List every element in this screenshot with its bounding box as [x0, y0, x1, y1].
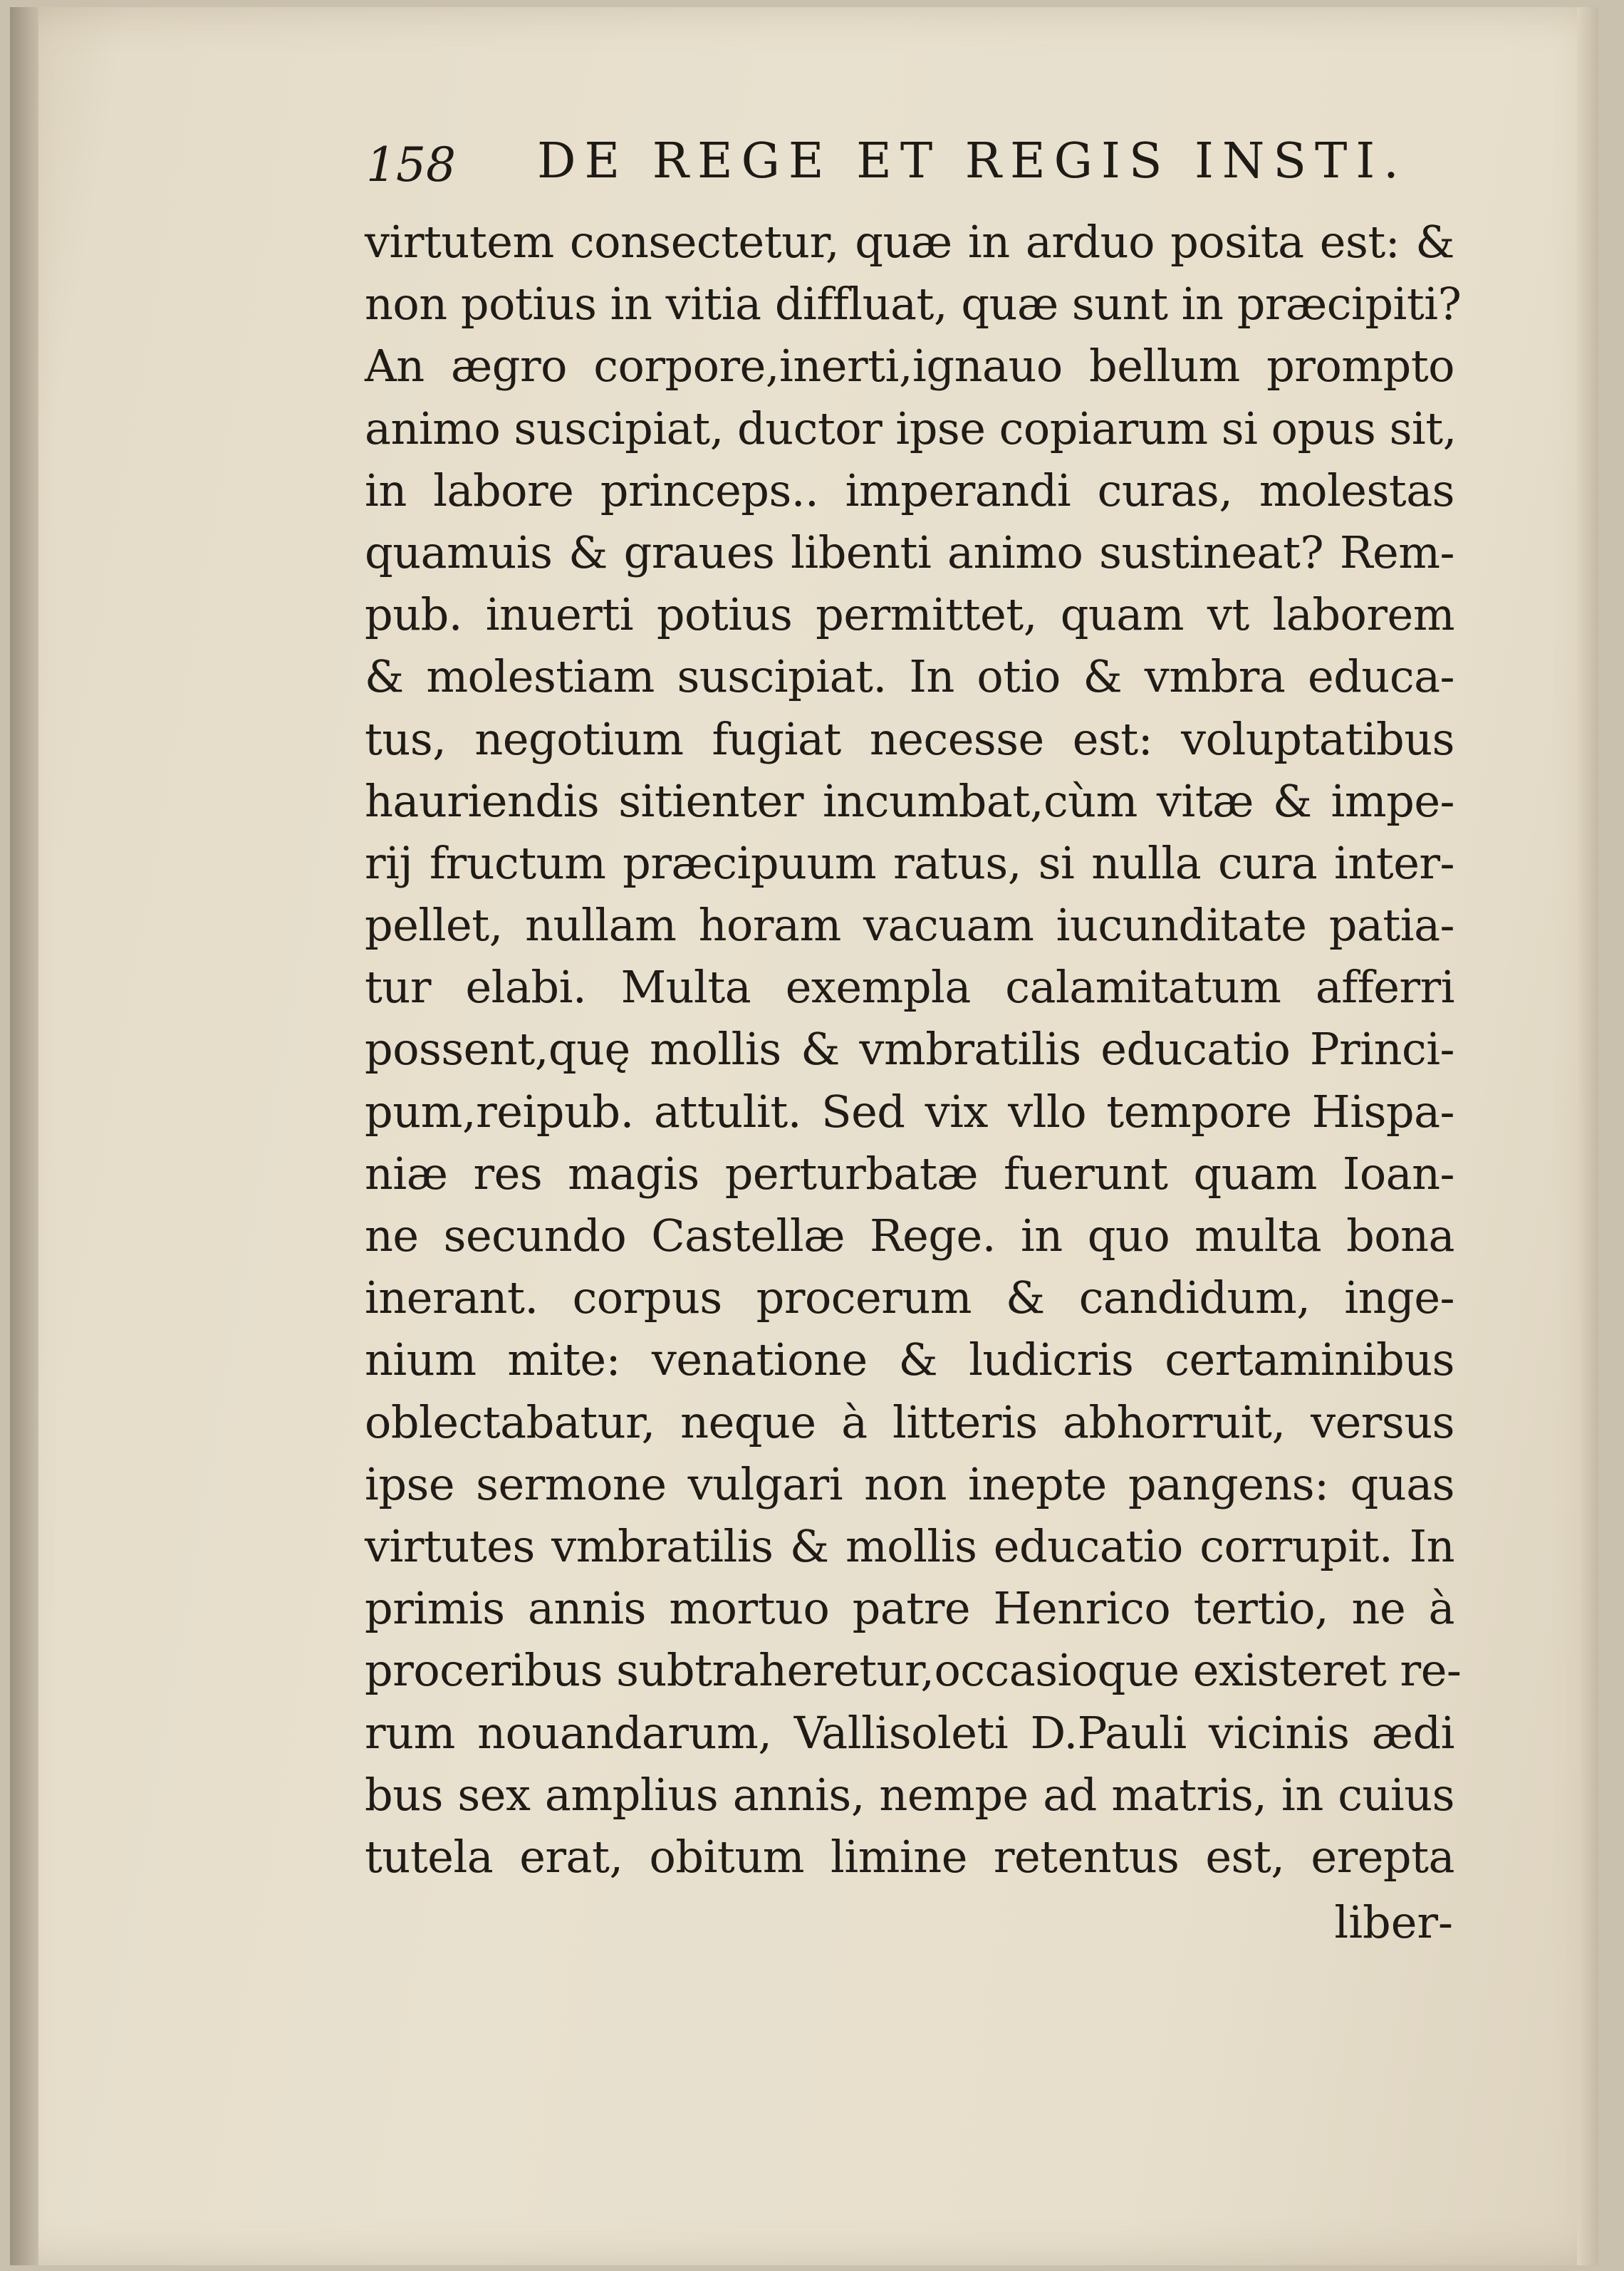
text-line: non potius in vitia diffluat, quæ sunt in præcipiti?: [365, 278, 1462, 331]
text-line: An ægro corpore,inerti,ignauo bellum prompto: [365, 340, 1454, 393]
text-line: hauriendis sitienter incumbat,cùm vitæ & impe-: [365, 774, 1454, 827]
text-line: in labore princeps.. imperandi curas, molestas: [365, 464, 1454, 516]
text-line: niæ res magis perturbatæ fuerunt quam Ioan-: [365, 1147, 1454, 1200]
text-line: virtutes vmbratilis & mollis educatio corrupit. In: [365, 1519, 1454, 1572]
text-line: primis annis mortuo patre Henrico tertio, ne à: [365, 1582, 1454, 1635]
text-line: & molestiam suscipiat. In otio & vmbra educa-: [365, 650, 1454, 703]
page-header: [366, 132, 1442, 203]
text-line: ne secundo Castellæ Rege. in quo multa bona: [365, 1210, 1454, 1262]
catchword-text: liber-: [1334, 1896, 1453, 1949]
binding-gutter: [10, 7, 38, 2265]
page-number: 158: [366, 137, 456, 192]
text-line: nium mite: venatione & ludicris certaminibus: [365, 1334, 1454, 1386]
text-line: pellet, nullam horam vacuam iucunditate patia-: [365, 899, 1454, 952]
text-line: proceribus subtraheretur,occasioque existeret re-: [365, 1644, 1462, 1697]
text-line: animo suscipiat, ductor ipse copiarum si opus sit,: [365, 402, 1457, 454]
text-line: tur elabi. Multa exempla calamitatum afferri: [365, 961, 1454, 1014]
text-line: pum,reipub. attulit. Sed vix vllo tempore Hispa-: [365, 1085, 1454, 1138]
text-line: possent,quę mollis & vmbratilis educatio Princi-: [365, 1023, 1454, 1076]
text-line: rum nouandarum, Vallisoleti D.Pauli vicinis ædi: [365, 1706, 1454, 1759]
text-line: inerant. corpus procerum & candidum, inge-: [365, 1272, 1454, 1324]
text-line: bus sex amplius annis, nempe ad matris, in cuius: [365, 1768, 1454, 1821]
text-line: virtutem consectetur, quæ in arduo posita est: &: [365, 216, 1454, 268]
body-text: [365, 211, 1462, 1888]
text-line: ipse sermone vulgari non inepte pangens: quas: [365, 1457, 1454, 1510]
running-title: DE REGE ET REGIS INSTI.: [537, 133, 1407, 189]
text-line: tus, negotium fugiat necesse est: voluptatibus: [365, 712, 1454, 765]
text-line: quamuis & graues libenti animo sustineat? Rem-: [365, 526, 1454, 578]
catchword-line: [1325, 1891, 1453, 1955]
text-line: rij fructum præcipuum ratus, si nulla cura inter-: [365, 836, 1454, 889]
page-edge: [1577, 7, 1598, 2265]
text-line: tutela erat, obitum limine retentus est, erepta: [365, 1830, 1454, 1883]
text-line: pub. inuerti potius permittet, quam vt laborem: [365, 588, 1454, 641]
text-line: oblectabatur, neque à litteris abhorruit, versus: [365, 1396, 1454, 1448]
